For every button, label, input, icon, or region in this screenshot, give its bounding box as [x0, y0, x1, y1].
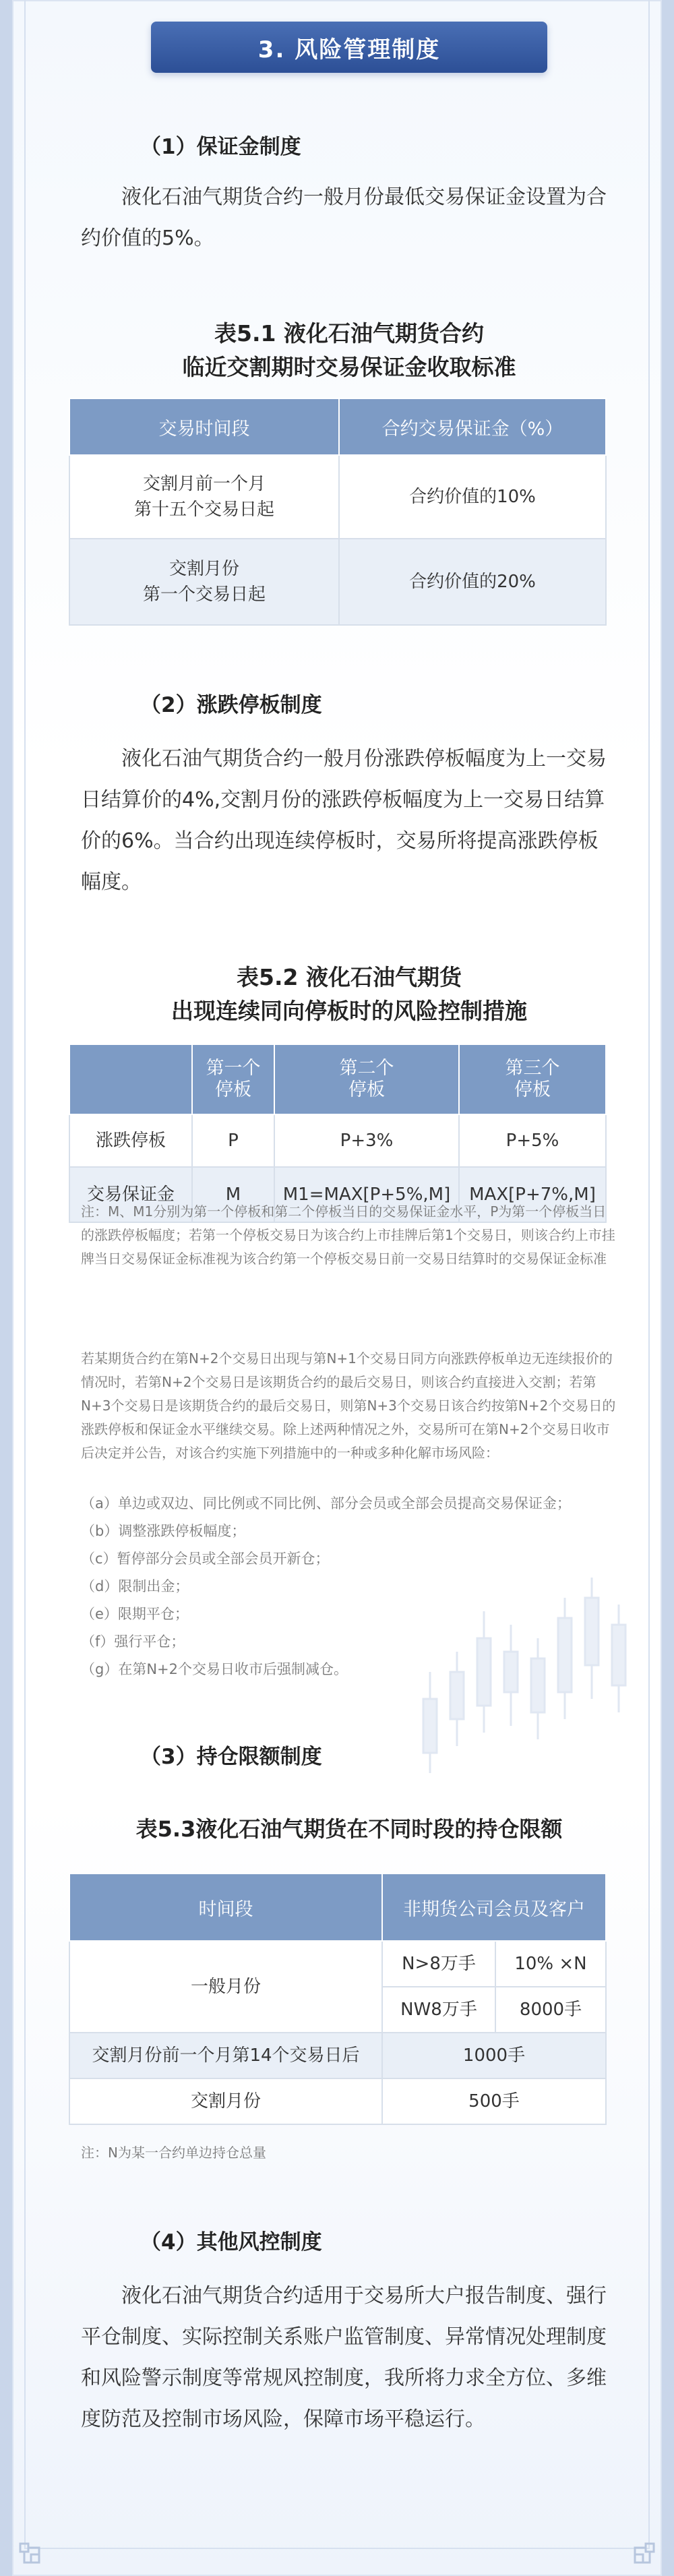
list-item: （d）限制出金； — [81, 1578, 189, 1594]
cell: P+5% — [459, 1114, 606, 1167]
table-header-row — [69, 1874, 606, 1941]
period-cell — [69, 539, 339, 625]
cell: N>8万手 — [382, 1941, 495, 1987]
margin-value: 合约价值的10% — [339, 455, 606, 539]
list-item: （a）单边或双边、同比例或不同比例、部分会员或全部会员提高交易保证金； — [81, 1495, 571, 1511]
table-row — [69, 1941, 606, 1987]
table-5-3-title: 表5.3液化石油气期货在不同时段的持仓限额 — [135, 1816, 563, 1842]
cell: 8000手 — [495, 1987, 606, 2033]
table-header-row — [69, 1044, 606, 1114]
section-title: 3. 风险管理制度 — [151, 22, 547, 73]
limit-paragraph: 液化石油气期货合约一般月份涨跌停板幅度为上一交易日结算价的4%,交割月份的涨跌停板幅度为上一交易日结算价的6%。当合约出现连续停板时，交易所将提高涨跌停板幅度。 — [81, 747, 607, 894]
limit-note-2: 若某期货合约在第N+2个交易日出现与第N+1个交易日同方向涨跌停板单边无连续报价的情况时，若第N+2个交易日是该期货合约的最后交易日，则该合约直接进入交割；若第N+3个交易日是该期货合约的最后交易日，则第N+3个交易日该合约按第N+2个交易日的涨跌停板和保证金水平继续交易。除上述两种情况之外，交易所可在第N+2个交易日收市后决定并公告，对该合约实施下列措施中的一种或多种化解市场风险： — [81, 1350, 616, 1461]
position-table — [69, 1873, 607, 2125]
other-paragraph: 液化石油气期货合约适用于交易所大户报告制度、强行平仓制度、实际控制关系账户监管制度、异常情况处理制度和风险警示制度等常规风控制度，我所将力求全方位、多维度防范及控制市场风险，保障市场平稳运行。 — [81, 2284, 607, 2431]
margin-value: 合约价值的20% — [339, 539, 606, 625]
margin-table — [69, 398, 607, 626]
cell: 500手 — [382, 2078, 606, 2124]
period-line1: 交割月份 — [168, 559, 239, 579]
row-label: 交易保证金 — [69, 1167, 192, 1222]
header-clients: 非期货公司会员及客户 — [382, 1874, 606, 1941]
table-5-1-title-line1: 表5.1 液化石油气期货合约 — [214, 320, 484, 347]
corner-ornament-icon — [16, 2540, 43, 2567]
page-frame — [12, 0, 662, 2576]
list-item: （f）强行平仓； — [81, 1634, 185, 1650]
list-item: （e）限期平仓； — [81, 1606, 189, 1622]
delivery-period: 交割月份 — [69, 2078, 382, 2124]
cell: M1=MAX[P+5%,M] — [274, 1167, 459, 1222]
header-second-limit: 第二个 停板 — [274, 1044, 459, 1114]
cell: P — [192, 1114, 274, 1167]
header-first-limit: 第一个 停板 — [192, 1044, 274, 1114]
table-5-1-title-line2: 临近交割期时交易保证金收取标准 — [182, 354, 516, 380]
other-heading: （4）其他风控制度 — [140, 2230, 322, 2254]
margin-paragraph: 液化石油气期货合约一般月份最低交易保证金设置为合约价值的5%。 — [81, 185, 607, 250]
row-label: 涨跌停板 — [69, 1114, 192, 1167]
corner-ornament-icon — [631, 2540, 658, 2567]
position-heading: （3）持仓限额制度 — [140, 1745, 322, 1769]
period-cell — [69, 455, 339, 539]
candlestick-decoration-icon — [417, 1571, 659, 1787]
cell: NW8万手 — [382, 1987, 495, 2033]
period-line2: 第十五个交易日起 — [133, 500, 274, 520]
cell: 1000手 — [382, 2033, 606, 2078]
header-period: 交易时间段 — [69, 398, 339, 455]
table-row — [69, 1114, 606, 1167]
period-line2: 第一个交易日起 — [142, 585, 266, 605]
margin-heading: （1）保证金制度 — [140, 135, 301, 159]
table-5-2-title-line2: 出现连续同向停板时的风险控制措施 — [171, 998, 527, 1024]
cell: M — [192, 1167, 274, 1222]
list-item: （c）暂停部分会员或全部会员开新仓； — [81, 1551, 330, 1567]
list-item: （b）调整涨跌停板幅度； — [81, 1523, 246, 1539]
cell: P+3% — [274, 1114, 459, 1167]
table-5-2-title — [80, 961, 619, 1028]
limit-heading: （2）涨跌停板制度 — [140, 693, 322, 717]
limit-table — [69, 1044, 607, 1223]
table-row — [69, 2033, 606, 2078]
table-5-1-title — [80, 317, 619, 384]
list-item: （g）在第N+2个交易日收市后强制减仓。 — [81, 1661, 348, 1677]
table-5-2-title-line1: 表5.2 液化石油气期货 — [237, 964, 462, 990]
table-header-row — [69, 398, 606, 455]
table-row — [69, 2078, 606, 2124]
cell: 10% ×N — [495, 1941, 606, 1987]
position-note: 注：N为某一合约单边持仓总量 — [81, 2145, 266, 2161]
table-row — [69, 455, 606, 539]
header-period: 时间段 — [69, 1874, 382, 1941]
general-month: 一般月份 — [69, 1941, 382, 2033]
period-line1: 交割月前一个月 — [142, 474, 266, 494]
cell: MAX[P+7%,M] — [459, 1167, 606, 1222]
header-third-limit: 第三个 停板 — [459, 1044, 606, 1114]
limit-note-1: 注：M、M1分别为第一个停板和第二个停板当日的交易保证金水平，P为第一个停板当日的涨跌停板幅度；若第一个停板交易日为该合约上市挂牌后第1个交易日，则该合约上市挂牌当日交易保证金标准视为该合约第一个停板交易日前一交易日结算时的交易保证金标准 — [81, 1203, 615, 1267]
pre-delivery-period: 交割月份前一个月第14个交易日后 — [69, 2033, 382, 2078]
header-margin: 合约交易保证金（%） — [339, 398, 606, 455]
table-row — [69, 539, 606, 625]
header-blank — [69, 1044, 192, 1114]
